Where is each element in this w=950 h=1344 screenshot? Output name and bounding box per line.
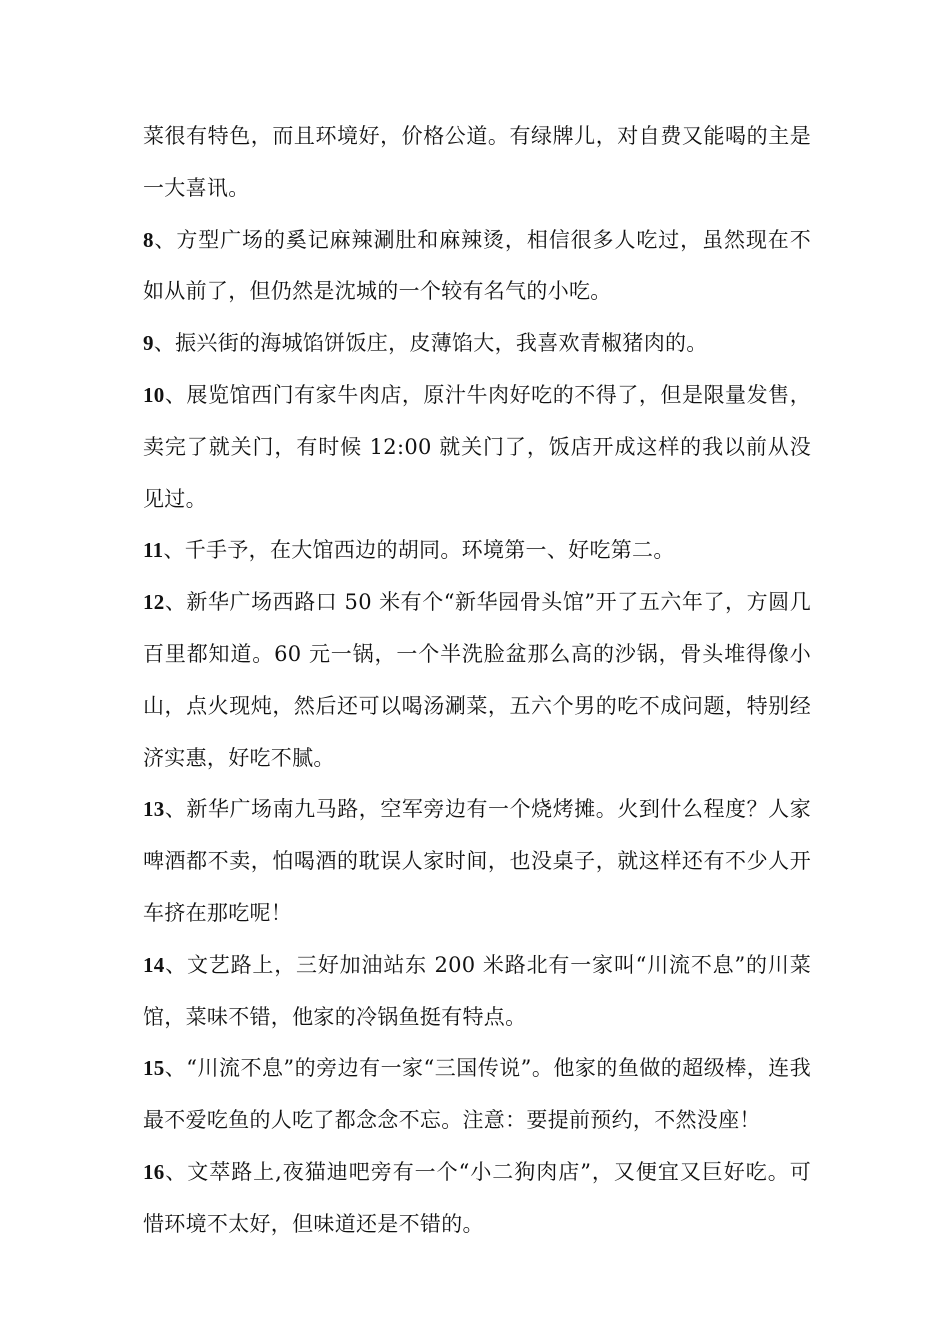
item-text: 、千手予，在大馆西边的胡同。环境第一、好吃第二。 <box>163 538 675 563</box>
item-number: 15 <box>143 1056 165 1081</box>
list-item-10 <box>143 370 811 525</box>
list-item-15 <box>143 1043 811 1147</box>
list-item-16 <box>143 1147 811 1251</box>
list-item-14 <box>143 940 811 1044</box>
paragraph-continuation <box>143 111 811 215</box>
item-text: 、新华广场西路口 50 米有个“新华园骨头馆”开了五六年了，方圆几百里都知道。60 元一锅，一个半洗脸盆那么高的沙锅，骨头堆得像小山，点火现炖，然后还可以喝汤涮菜，五六个男的吃不成问题，特别经济实惠，好吃不腻。 <box>143 590 811 770</box>
list-item-13 <box>143 784 811 939</box>
item-number: 16 <box>143 1159 165 1184</box>
item-text: 、文萃路上,夜猫迪吧旁有一个“小二狗肉店”，又便宜又巨好吃。可惜环境不太好，但味道还是不错的。 <box>143 1159 811 1236</box>
list-item-9 <box>143 318 811 370</box>
item-number: 13 <box>143 797 165 822</box>
document-body <box>143 111 811 1251</box>
item-text: 、文艺路上，三好加油站东 200 米路北有一家叫“川流不息”的川菜馆，菜味不错，他家的冷锅鱼挺有特点。 <box>143 952 811 1029</box>
item-text: 、新华广场南九马路，空军旁边有一个烧烤摊。火到什么程度？人家啤酒都不卖，怕喝酒的耽误人家时间，也没桌子，就这样还有不少人开车挤在那吃呢！ <box>143 797 811 925</box>
list-item-12 <box>143 577 811 784</box>
item-number: 8 <box>143 227 154 252</box>
item-number: 11 <box>143 538 164 563</box>
item-text: 、方型广场的奚记麻辣涮肚和麻辣烫，相信很多人吃过，虽然现在不如从前了，但仍然是沈城的一个较有名气的小吃。 <box>143 227 811 304</box>
list-item-11 <box>143 525 811 577</box>
item-text: 、展览馆西门有家牛肉店，原汁牛肉好吃的不得了，但是限量发售，卖完了就关门，有时候 12:00 就关门了，饭店开成这样的我以前从没见过。 <box>143 382 811 511</box>
item-number: 12 <box>143 590 165 615</box>
paragraph-text: 菜很有特色，而且环境好，价格公道。有绿牌儿，对自费又能喝的主是一大喜讯。 <box>143 124 811 200</box>
item-number: 10 <box>143 382 165 407</box>
item-text: 、“川流不息”的旁边有一家“三国传说”。他家的鱼做的超级棒，连我最不爱吃鱼的人吃了都念念不忘。注意：要提前预约，不然没座！ <box>143 1056 811 1133</box>
list-item-8 <box>143 215 811 319</box>
item-text: 、振兴街的海城馅饼饭庄，皮薄馅大，我喜欢青椒猪肉的。 <box>153 331 708 356</box>
item-number: 9 <box>143 331 154 356</box>
item-number: 14 <box>143 952 165 977</box>
